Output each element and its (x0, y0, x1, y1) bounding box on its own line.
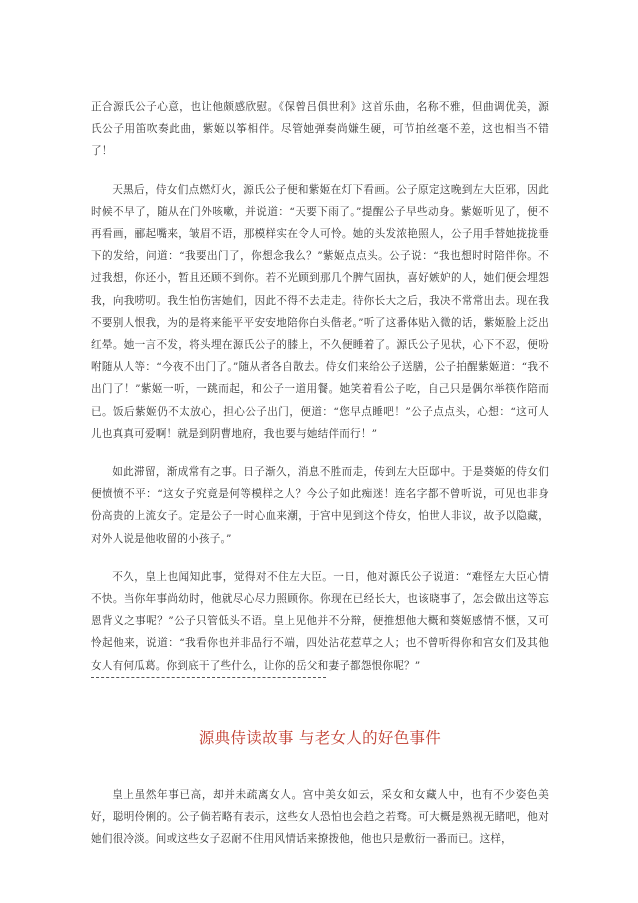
paragraph-3: 如此滞留，渐成常有之事。日子渐久，消息不胜而走，传到左大臣邸中。于是葵姬的侍女们便愤愤不平：“这女子究竟是何等模样之人？今公子如此痴迷！连名字都不曾听说，可见也非身份高贵的上流女子。定是公子一时心血来潮，于宫中见到这个侍女，怕世人非议，故予以隐藏，对外人说是他收留的小孩子。” (91, 466, 549, 545)
section-title: 源典侍读故事 与老女人的好色事件 (198, 728, 442, 747)
paragraph-5: 皇上虽然年事已高，却并未疏离女人。宫中美女如云，采女和女藏人中，也有不少姿色美好，聪明伶俐的。公子倘若略有表示，这些女人恐怕也会趋之若骛。可大概是熟视无睹吧，他对她们很冷淡。间或这些女子忍耐不住用风情话来撩拨他，他也只是敷衍一番而已。这样， (91, 788, 549, 846)
dashed-divider (91, 677, 326, 682)
paragraph-4: 不久，皇上也闻知此事，觉得对不住左大臣。一日，他对源氏公子说道：“难怪左大臣心情不快。当你年事尚幼时，他就尽心尽力照顾你。你现在已经长大，也该晓事了，怎会做出这等忘恩背义之事呢？”公子只管低头不语。皇上见他并不分辩，便推想他大概和葵姬感情不惬，又可怜起他来，说道：“我看你也并非品行不端，四处沾花惹草之人；也不曾听得你和宫女们及其他女人有何瓜葛。你到底干了些什么，让你的岳父和妻子都怨恨你呢？” (91, 570, 549, 672)
document-page (91, 96, 549, 850)
paragraph-1: 正合源氏公子心意，也让他颇感欣慰。《保曾吕俱世利》这首乐曲，名称不雅，但曲调优美，源氏公子用笛吹奏此曲，紫姬以筝相伴。尽管她弹奏尚嫌生硬，可节拍丝毫不差，这也相当不错了！ (91, 101, 549, 158)
paragraph-2: 天黑后，侍女们点燃灯火，源氏公子便和紫姬在灯下看画。公子原定这晚到左大臣邪，因此时候不早了，随从在门外咳嗽，并说道：“天要下雨了。”提醒公子早些动身。紫姬听见了，便不再看画，郦起嘴来，皱眉不语，那模样实在令人可怜。她的头发浓艳照人，公子用手替她拢拢垂下的发给，问道：“我要出门了，你想念我么？”紫姬点点头。公子说：“我也想时时陪伴你。不过我想，你还小，暂且还顾不到你。若不光顾到那几个脾气固执，喜好嫉妒的人，她们便会埋怨我，向我唠叨。我生怕伤害她们，因此不得不去走走。待你长大之后，我决不常常出去。现在我不要别人恨我，为的是将来能平平安安地陪你白头偕老。”听了这番体贴入微的话，紫姬脸上泛出红晕。她一言不发，将头埋在源氏公子的膝上，不久便睡着了。源氏公子见状，心下不忍，便吩咐随从人等：“今夜不出门了。”随从者各自散去。侍女们来给公子送膳，公子拍醒紫姬道：“我不出门了！”紫姬一听，一跳而起，和公子一道用餐。她笑着看公子吃，自己只是偶尔举筷作陪而已。饭后紫姬仍不太放心，担心公子出门，便道：“您早点睡吧！”公子点点头，心想：“这可人儿也真真可爱啊！就是到阴曹地府，我也要与她结伴而行！” (91, 183, 549, 440)
